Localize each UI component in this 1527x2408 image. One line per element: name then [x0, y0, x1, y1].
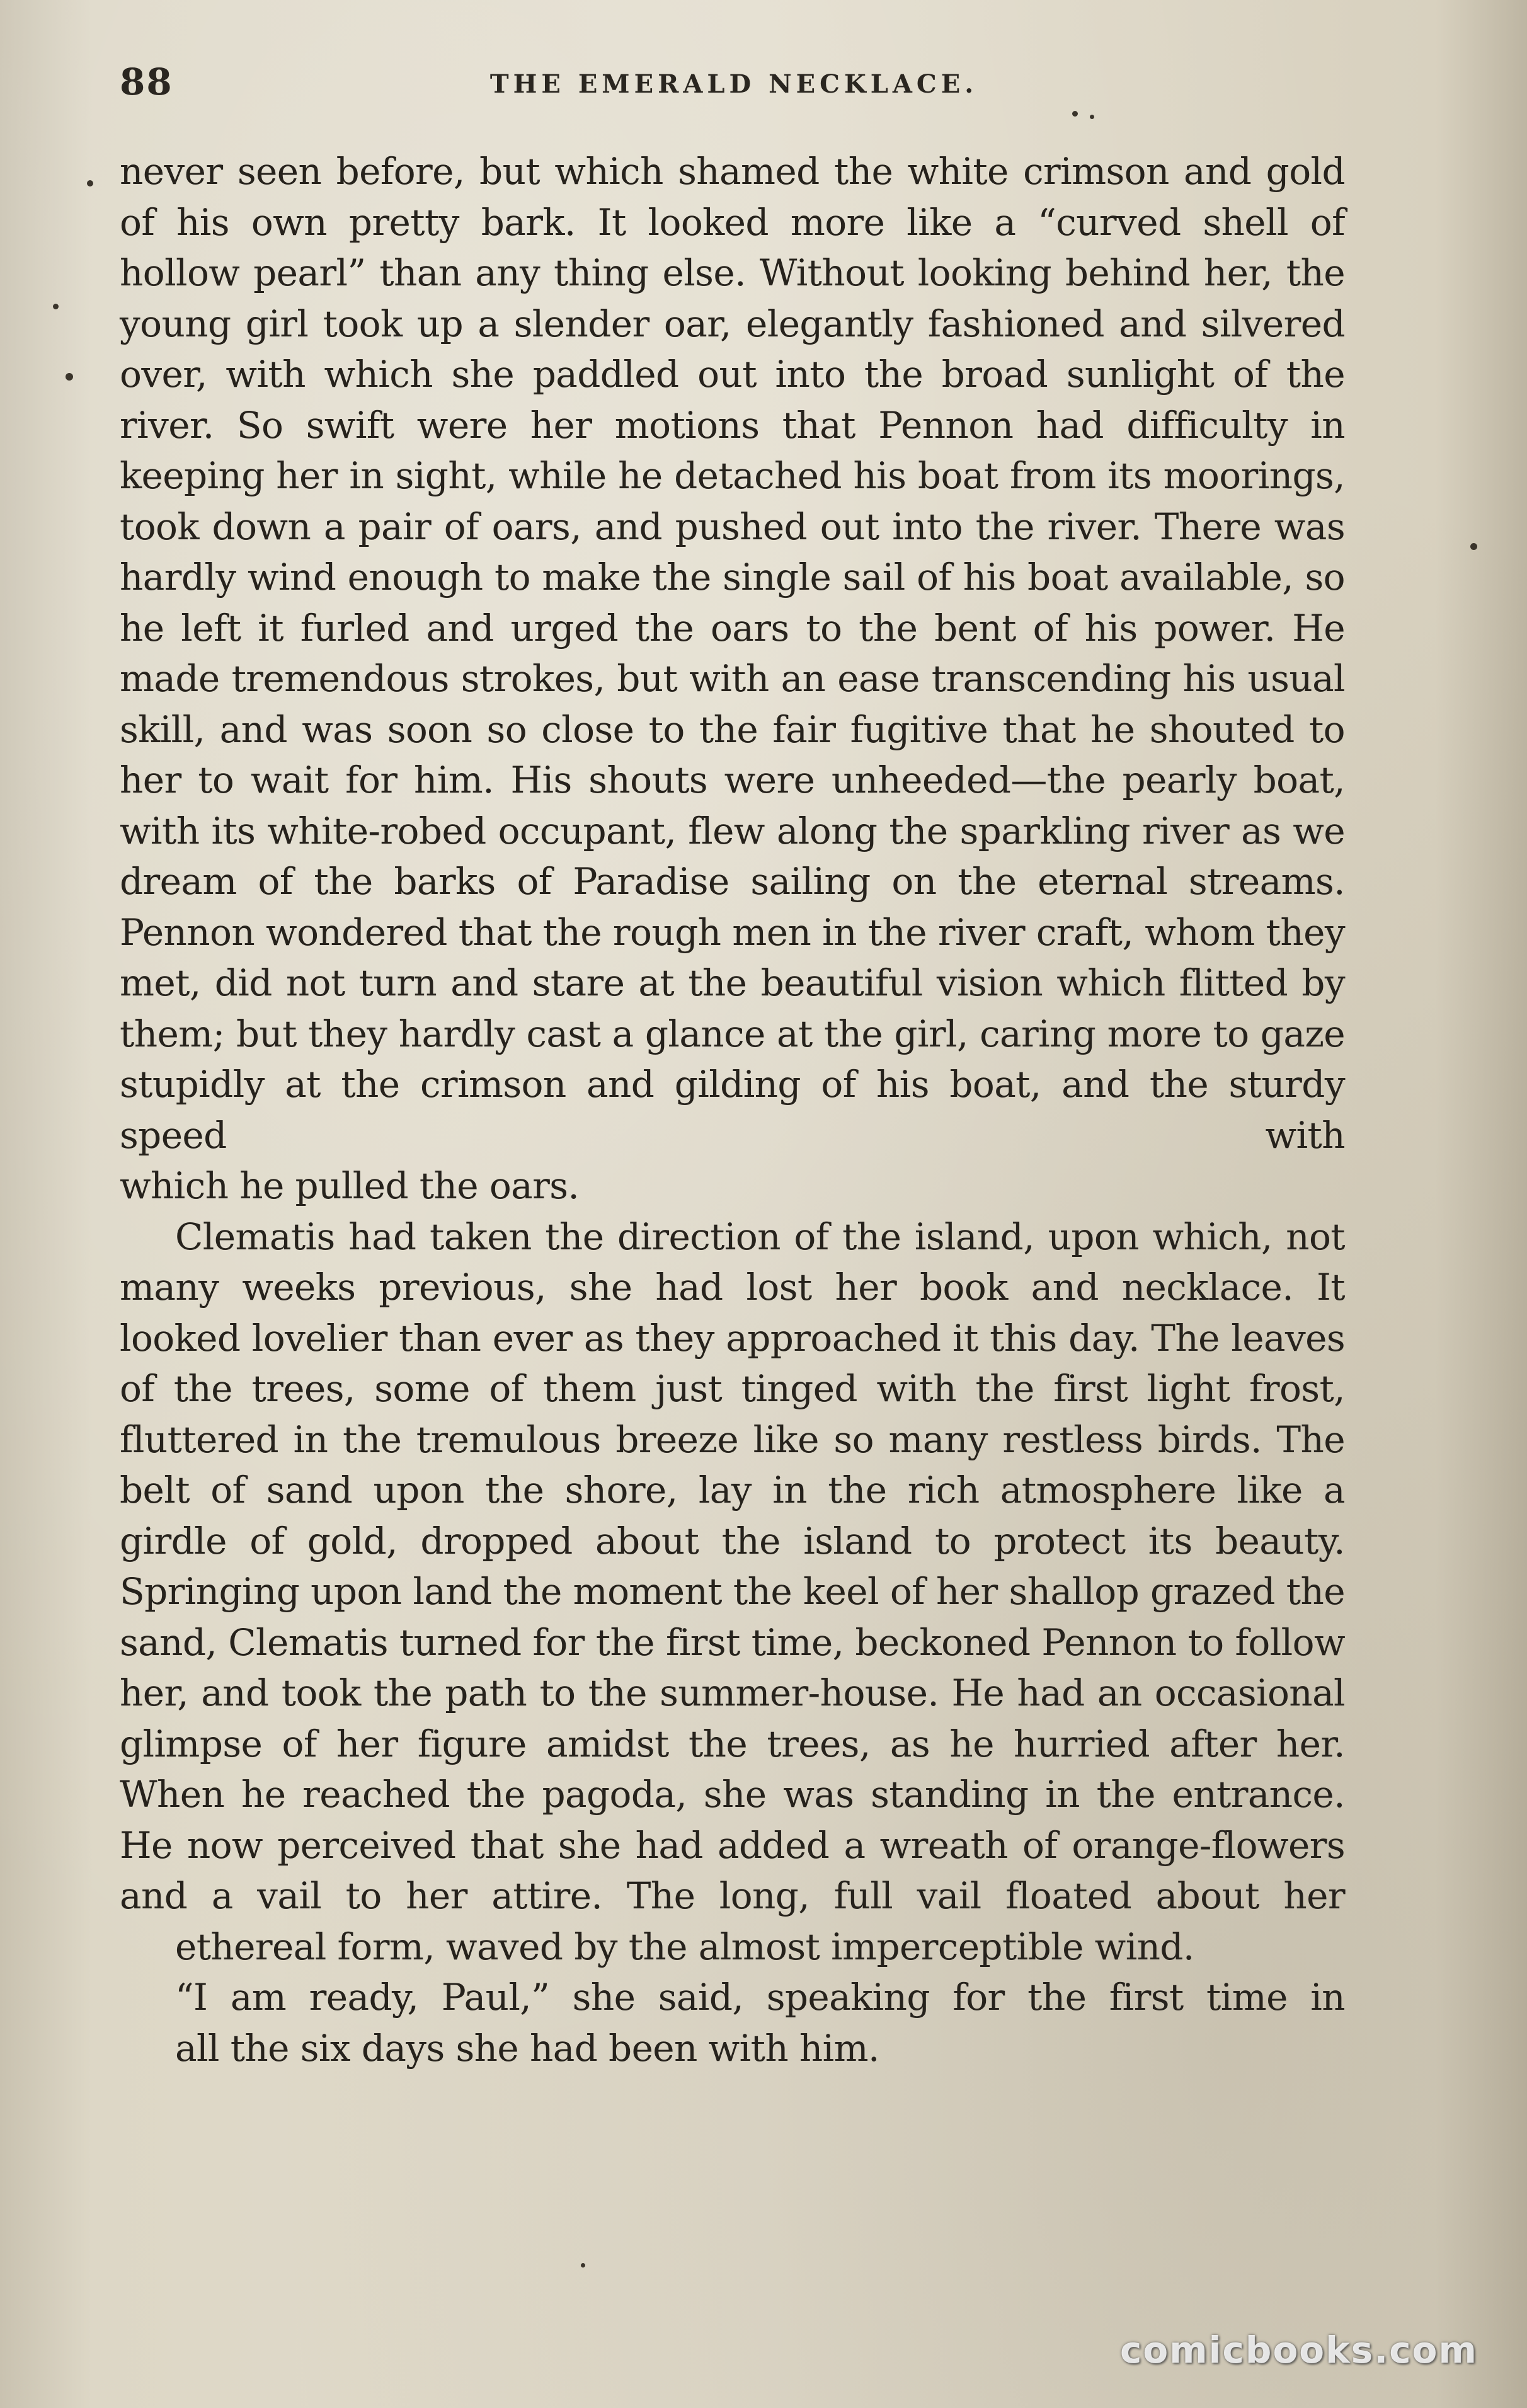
paragraph-3 [120, 1972, 1345, 2073]
paragraph-2 [120, 1212, 1345, 1973]
paragraph-1-text: never seen before, but which shamed the white crimson and gold of his own pretty bark. It looked more like a “curved shell of hollow pearl” than any thing else. Without looking behind her, the young girl took up a slender oar, elegantly fashioned and silvered over, with which she paddled out into the broad sunlight of the river. So swift were her motions that Pennon had difficulty in keeping her in sight, while he detached his boat from its moorings, took down a pair of oars, and pushed out into the river. There was hardly wind enough to make the single sail of his boat available, so he left it furled and urged the oars to the bent of his power. He made tremendous strokes, but with an ease transcending his usual skill, and was soon so close to the fair fugitive that he shouted to her to wait for him. His shouts were unheeded—the pearly boat, with its white-robed occupant, flew along the sparkling river as we dream of the barks of Paradise sailing on the eternal streams. Pennon wondered that the rough men in the river craft, whom they met, did not turn and stare at the beautiful vision which flitted by them; but they hardly cast a glance at the girl, caring more to gaze stupidly at the crimson and gilding of his boat, and the sturdy speed with [120, 150, 1345, 1157]
paragraph-3-last-line: all the six days she had been with him. [175, 2026, 879, 2070]
paragraph-2-last-line: ethereal form, waved by the almost imperceptible wind. [175, 1925, 1194, 1968]
watermark: comicbooks.com [1120, 2329, 1478, 2371]
ink-speck [87, 180, 93, 186]
ink-speck [1090, 115, 1094, 119]
ink-speck [53, 304, 59, 309]
paragraph-3-text: “I am ready, Paul,” she said, speaking for the first time in [175, 1976, 1345, 2019]
body-text [120, 146, 1345, 2073]
page-number: 88 [120, 60, 173, 103]
paragraph-1 [120, 146, 1345, 1212]
ink-speck [1072, 111, 1078, 117]
ink-speck [1470, 543, 1477, 550]
paragraph-1-last-line: which he pulled the oars. [120, 1164, 580, 1207]
ink-speck [581, 2263, 585, 2268]
running-title: THE EMERALD NECKLACE. [489, 69, 978, 99]
paragraph-2-text: Clematis had taken the direction of the island, upon which, not many weeks previous, she had lost her book and necklace. It looked lovelier than ever as they approached it this day. The leaves of the trees, some of them just tinged with the first light frost, fluttered in the tremulous breeze like so many restless birds. The belt of sand upon the shore, lay in the rich atmosphere like a girdle of gold, dropped about the island to protect its beauty. Springing upon land the moment the keel of her shallop grazed the sand, Clematis turned for the first time, beckoned Pennon to follow her, and took the path to the summer-house. He had an occasional glimpse of her figure amidst the trees, as he hurried after her. When he reached the pagoda, she was standing in the entrance. He now perceived that she had added a wreath of orange-flowers and a vail to her attire. The long, full vail floated about her [120, 1215, 1345, 1917]
ink-speck [66, 373, 73, 381]
running-head [120, 60, 1348, 111]
